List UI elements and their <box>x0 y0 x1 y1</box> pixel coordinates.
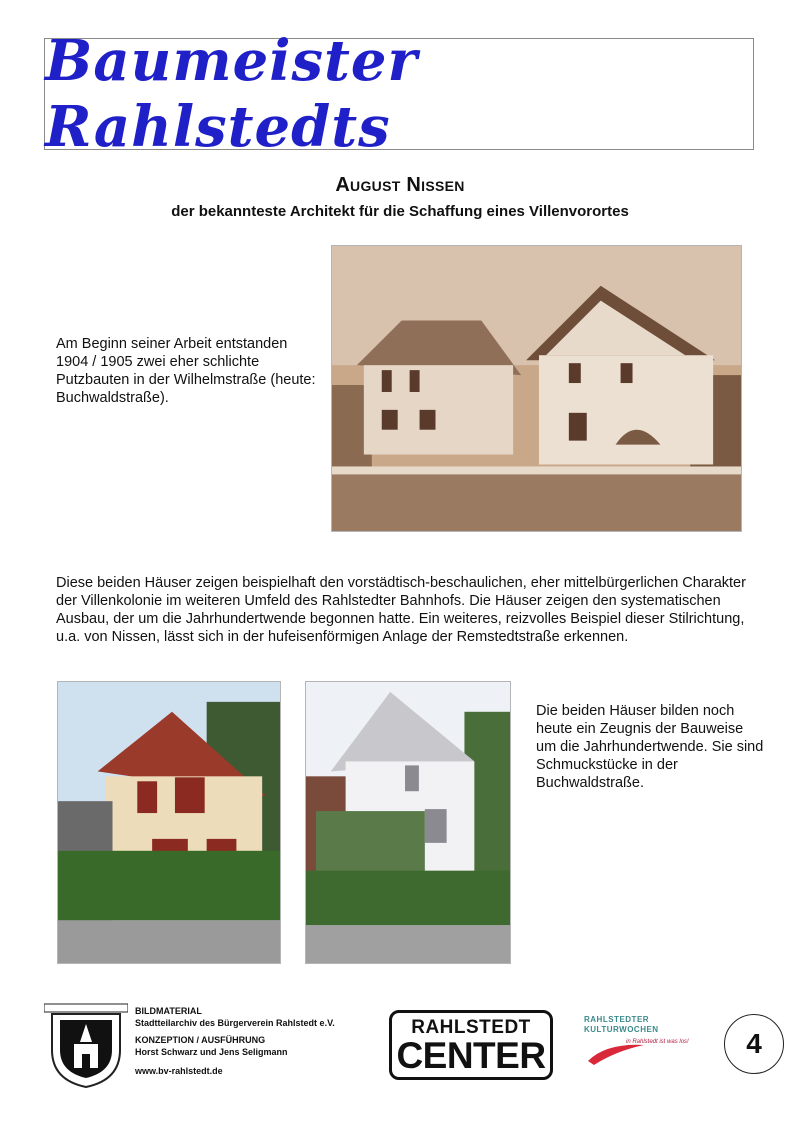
credit-value-concept: Horst Schwarz und Jens Seligmann <box>135 1046 288 1057</box>
architect-subtitle: der bekannteste Architekt für die Schaffung eines Villenvorortes <box>171 203 629 220</box>
page-number: 4 <box>724 1014 784 1074</box>
credit-label-images: BILDMATERIAL <box>135 1006 202 1016</box>
rahlstedt-center-logo <box>389 1010 553 1080</box>
culture-tagline: in Rahlstedt ist was los! <box>626 1039 689 1045</box>
page-title: Baumeister Rahlstedts <box>45 28 419 160</box>
crest-logo <box>44 1002 128 1088</box>
culture-line-1: RAHLSTEDTER <box>584 1015 650 1024</box>
main-paragraph: Diese beiden Häuser zeigen beispielhaft den vorstädtisch-beschaulichen, eher mittelbürgerlichen Charakter der Villenkolonie im weiteren Umfeld des Rahlstedter Bahnhofs. Die Häuser zeigen den systematischen Ausbau, der um die Jahrhundertwende begonnen hatte. Ein weiteres, reizvolles Beispiel dieser Stilrichtung, u.a. von Nissen, lässt sich in der hufeisenförmigen Anlage der Remstedtstraße erkennen. <box>56 575 746 645</box>
credit-label-concept: KONZEPTION / AUSFÜHRUNG <box>135 1035 266 1045</box>
house-photo-right <box>305 681 511 964</box>
title-box <box>44 28 754 160</box>
culture-line-2: KULTURWOCHEN <box>584 1025 659 1034</box>
credit-value-images: Stadtteilarchiv des Bürgerverein Rahlstedt e.V. <box>135 1017 335 1028</box>
sponsor-line-2: CENTER <box>396 1035 546 1076</box>
sponsor-line-1: RAHLSTEDT <box>411 1017 531 1038</box>
intro-paragraph: Am Beginn seiner Arbeit entstanden 1904 / 1905 zwei eher schlichte Putzbauten in der Wilhelmstraße (heute: Buchwaldstraße). <box>56 336 316 406</box>
architect-name: August Nissen <box>335 174 465 196</box>
website-link[interactable]: www.bv-rahlstedt.de <box>135 1066 223 1076</box>
historic-photo <box>331 245 742 532</box>
credits <box>135 1006 335 1078</box>
kulturwochen-logo <box>584 1015 704 1075</box>
house-photo-left <box>57 681 281 964</box>
side-paragraph: Die beiden Häuser bilden noch heute ein Zeugnis der Bauweise um die Jahrhundertwende. Sie sind Schmuckstücke in der Buchwaldstraße. <box>536 703 764 791</box>
